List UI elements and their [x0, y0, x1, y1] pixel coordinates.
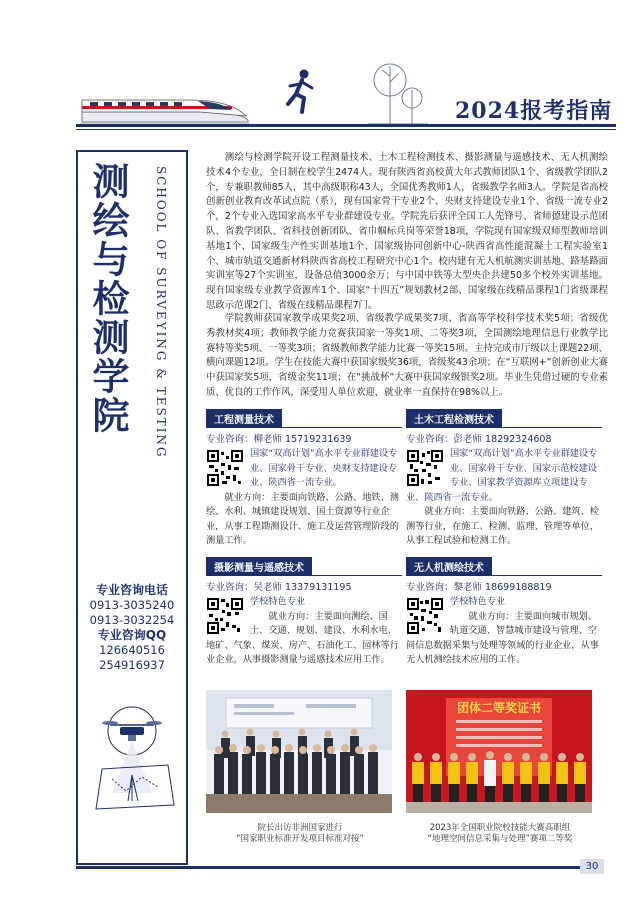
major-title: 工程测量技术 [206, 409, 282, 428]
major-feature: 学校特色专业 [450, 596, 506, 607]
major-career: 就业方向：主要面向铁路、公路、地铁、测绘、水利、城镇建设规划、国土资源等行业企业，从事工程勘测设计、施工及运营管理阶段的测量工作。 [206, 491, 399, 546]
intro-paragraph: 学院教师获国家教学成果奖2项、省级教学成果奖7项、省高等学校科学技术奖5项；省级优秀教材奖4项；教师教学能力竞赛获国家一等奖1项、二等奖3项，全国测绘地理信息行业教学比赛特等奖5项、一等奖3项；省级教师教学能力比赛一等奖15项。主持完成市厅级以上课题22项、横向课题12项。学生在技能大赛中获国家级奖36项，省级奖43余项；在“互联网+”创新创业大赛中获国家奖5项，省级金奖11项；在“挑战杯”大赛中获国家级银奖2项。毕业生凭借过硬的专业素质、优良的工作作风，深受用人单位欢迎，就业率一直保持在98%以上。 [206, 313, 608, 398]
major-career: 就业方向：主要面向城市规划、轨道交通、智慧城市建设与管理、空间信息数据采集与处理等领域的行业企业，从事无人机测绘技术应用的工作。 [406, 610, 599, 665]
major-card-engineering-survey [206, 408, 402, 549]
drone-survey-illustration [92, 705, 178, 815]
header-divider-thin [76, 129, 616, 130]
phone-label: 专业咨询电话 [95, 583, 168, 597]
qq-number: 254916937 [99, 658, 165, 672]
phone-number: 0913-3032254 [89, 613, 175, 627]
school-name: 测绘与检测学院 [86, 162, 130, 435]
delegation-group-photo [206, 690, 392, 813]
major-feature: 国家“双高计划”高水平专业群建设专业、国家骨干专业、央财支持建设专业、陕西省一流专业。 [250, 448, 398, 488]
qr-code-icon [206, 449, 244, 487]
major-title: 无人机测绘技术 [406, 557, 492, 576]
major-career: 就业方向：主要面向铁路、公路、建筑、检测等行业，在施工、检测、监理、管理等单位，从事工程试验和检测工作。 [406, 506, 599, 546]
major-card-photogrammetry [206, 556, 402, 668]
header-divider [76, 124, 616, 127]
major-feature: 国家“双高计划”高水平专业群建设专业、国家骨干专业、国家示范校建设专业、国家教学资源库立项建设专业、陕西省一流专业。 [406, 448, 598, 503]
qr-code-icon [406, 449, 444, 487]
major-consult: 专业咨询：彭老师 18292324608 [406, 434, 552, 445]
major-card-civil-testing [406, 408, 602, 549]
footer-divider [76, 866, 580, 869]
major-card-uav-mapping [406, 556, 602, 668]
intro-paragraph: 测绘与检测学院开设工程测量技术、土木工程检测技术、摄影测量与遥感技术、无人机测绘技术4个专业，全日制在校学生2474人。现有陕西省高校黄大年式教师团队1个、省级教学团队2个，专兼职教师85人，其中高级职称43人，全国优秀教师1人，省级教学名师3人。学院是省高校创新创业教育改革试点院（系），现有国家骨干专业2个、央财支持建设专业1个、省级一流专业2个，2个专业入选国家高水平专业群建设专业。学院先后获评全国工人先锋号、省师德建设示范团队、省教学团队、省科技创新团队、省巾帼标兵岗等荣誉18项，学院现有国家级双师型教师培训基地1个、国家级生产性实训基地1个、国家级协同创新中心-陕西省高性能混凝土工程实验室1个、城市轨道交通新材料陕西省高校工程研究中心1个。校内建有无人机航测实训基地、路基路面实训室等27个实训室，设备总值3000余万；与中国中铁等大型央企共建50多个校外实训基地。现有国家级专业教学资源库1个、国家“十四五”规划教材2部、国家级在线精品课程1门省级课程思政示范课2门、省级在线精品课程7门。 [206, 152, 608, 311]
page-number: 30 [580, 859, 604, 874]
major-title: 土木工程检测技术 [406, 409, 502, 428]
photo-caption [400, 823, 600, 845]
high-speed-train-illustration [80, 82, 250, 126]
phone-number: 0913-3035240 [89, 598, 175, 612]
major-title: 摄影测量与遥感技术 [206, 557, 312, 576]
qq-label: 专业咨询QQ [97, 628, 167, 642]
school-name-english: SCHOOL OF SURVEYING & TESTING [154, 166, 168, 459]
photo-caption-text: 院长出访非洲国家进行 “国家职业标准开发项目标准对接” [236, 823, 364, 844]
major-consult: 专业咨询：柳老师 15719231639 [206, 434, 352, 445]
major-consult: 专业咨询：吴老师 13379131195 [206, 582, 352, 593]
qr-code-icon [206, 597, 244, 635]
award-banner-text: 团体二等奖证书 [456, 701, 542, 715]
qq-number: 126640516 [99, 643, 165, 657]
contact-block [80, 583, 184, 673]
photo-caption-text: 2023年全国职业院校技能大赛高职组 “地理空间信息采集与处理”赛项二等奖 [427, 823, 573, 844]
photo-caption [200, 823, 400, 845]
major-feature: 学校特色专业 [250, 596, 306, 607]
major-career: 就业方向：主要面向测绘、国土、交通、规划、建设、水利水电、地矿、气象、煤炭、房产、石油化工、园林等行业企业，从事摄影测量与遥感技术应用工作。 [206, 610, 399, 665]
trees-illustration [368, 60, 428, 126]
major-consult: 专业咨询：黎老师 18699188819 [406, 582, 552, 593]
runner-icon [280, 68, 320, 120]
page-header-title: 2024报考指南 [455, 98, 613, 124]
qr-code-icon [406, 597, 444, 635]
competition-award-photo [406, 690, 592, 813]
